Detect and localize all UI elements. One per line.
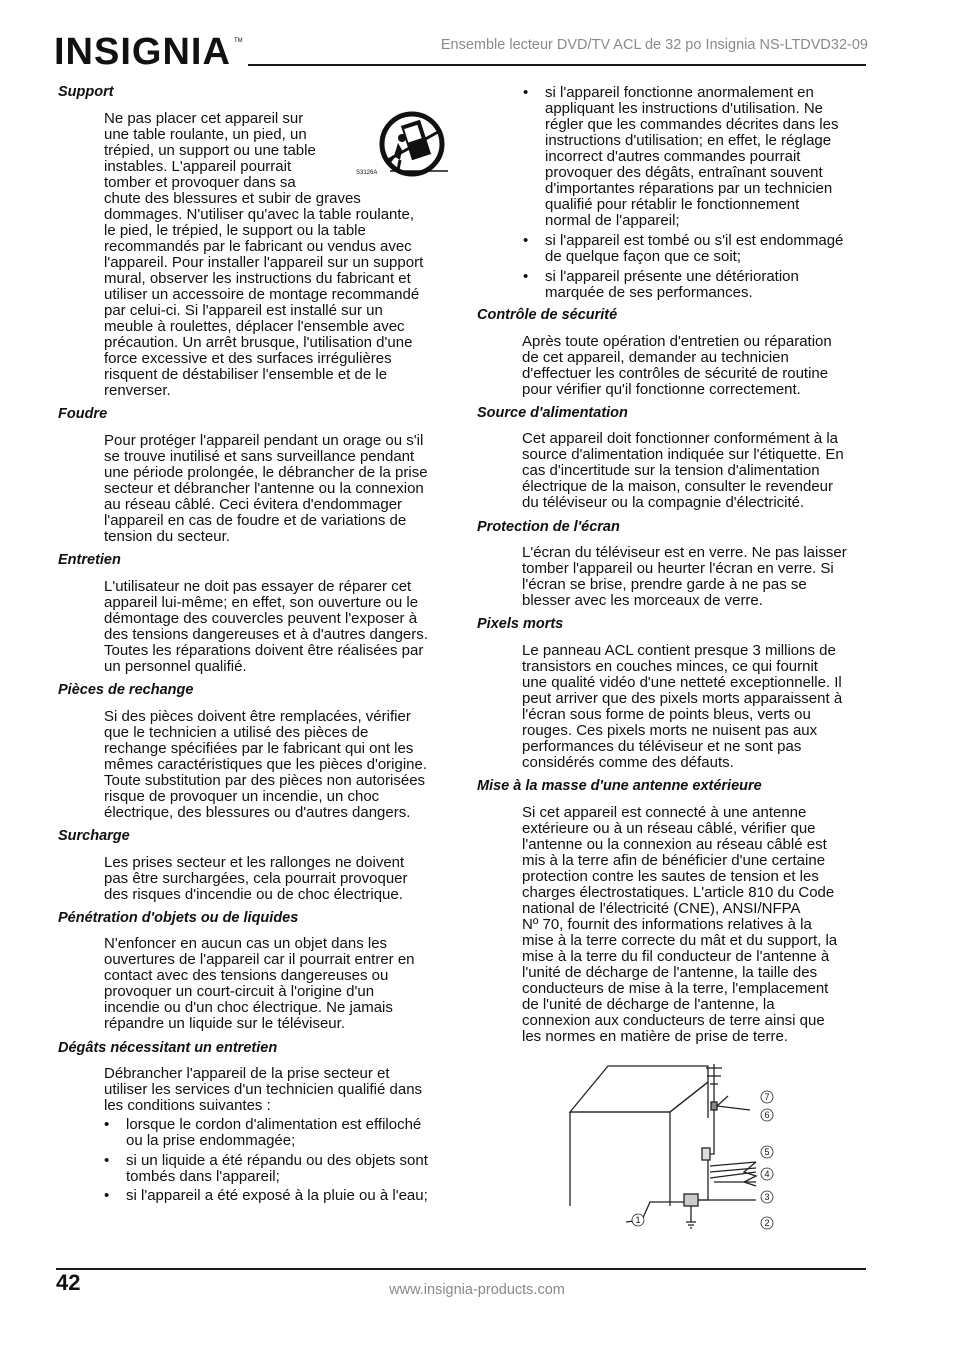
foudre-text-line: au réseau câblé. Ceci évitera d'endommager (104, 496, 403, 513)
masse-text-line: Nº 70, fournit des informations relatives à la (522, 916, 812, 933)
entretien-text-line: démontage des couvercles peuvent l'exposer à (104, 610, 418, 627)
pixels-text-line: considérés comme des défauts. (522, 754, 734, 771)
masse-text-line: l'unité de décharge de l'antenne, la taille des (522, 964, 818, 981)
bullet-text-line: lorsque le cordon d'alimentation est effiloché (126, 1116, 422, 1133)
callout-4: 4 (764, 1169, 770, 1179)
foudre-text-line: tension du secteur. (104, 528, 230, 545)
degats-text-line: utiliser les services d'un technicien qualifié dans (104, 1081, 423, 1098)
surcharge-text-line: pas être surchargées, cela pourrait provoquer (104, 870, 408, 887)
brand-wordmark: INSIGNIA (54, 31, 231, 70)
masse-text-line: protection contre les sautes de tension et les (522, 868, 819, 885)
section-heading-pixels: Pixels morts (477, 616, 564, 632)
source-text-line: Cet appareil doit fonctionner conformément à la (522, 430, 839, 447)
callout-3: 3 (764, 1192, 770, 1202)
masse-text-line: l'antenne ou la connexion au réseau câblé est (522, 836, 827, 853)
support-text-line: par celui-ci. Si l'appareil est installé sur un (104, 302, 383, 319)
bullet-text-line: si l'appareil fonctionne anormalement en (545, 84, 814, 101)
bullet-text-line: normal de l'appareil; (545, 212, 680, 229)
protection-text-line: l'écran se brise, prendre garde à ne pas se (522, 576, 807, 593)
source-text-line: électrique de la maison, consulter le revendeur (522, 478, 834, 495)
bullet-text-line: instructions d'utilisation; en effet, le réglage (545, 132, 832, 149)
bullet-marker: • (104, 1152, 110, 1169)
section-heading-penetration: Pénétration d'objets ou de liquides (58, 910, 299, 926)
support-text-line: instables. L'appareil pourrait (104, 158, 292, 175)
controle-text-line: Après toute opération d'entretien ou réparation (522, 333, 832, 350)
ground-wires (626, 1118, 756, 1228)
footer-rule (56, 1268, 866, 1270)
house-drawing (570, 1066, 708, 1206)
bullet-text-line: si l'appareil a été exposé à la pluie ou à l'eau; (126, 1187, 428, 1204)
pixels-text-line: l'écran sous forme de points bleus, verts ou (522, 706, 811, 723)
page-number: 42 (56, 1270, 81, 1295)
footer-url[interactable]: www.insignia-products.com (389, 1282, 565, 1298)
pieces-text-line: Toute substitution par des pièces non autorisées (104, 772, 426, 789)
section-heading-protection: Protection de l'écran (477, 519, 620, 535)
foudre-text-line: se trouve inutilisé et sans surveillance pendant (104, 448, 415, 465)
degats-text-line: les conditions suivantes : (104, 1097, 271, 1114)
support-text-line: meuble à roulettes, déplacer l'ensemble avec (104, 318, 405, 335)
pixels-text-line: une qualité vidéo d'une netteté exceptionnelle. Il (522, 674, 842, 691)
masse-text-line: charges électrostatiques. L'article 810 du Code (522, 884, 835, 901)
bullet-text-line: provoquer des dégâts, entraînant souvent (545, 164, 823, 181)
section-heading-foudre: Foudre (58, 406, 108, 422)
figure-code: S3126A (356, 170, 378, 176)
section-heading-support: Support (58, 84, 114, 100)
surcharge-text-line: des risques d'incendie ou de choc électrique. (104, 886, 403, 903)
antenna-grounding-diagram (560, 1056, 790, 1236)
support-text-line: le pied, le trépied, le support ou la table (104, 222, 366, 239)
support-text-line: précaution. Un arrêt brusque, l'utilisation d'une (104, 334, 413, 351)
bullet-marker: • (104, 1116, 110, 1133)
brand-trademark: TM (234, 38, 243, 44)
foudre-text-line: secteur et débrancher l'antenne ou la connexion (104, 480, 424, 497)
source-text-line: source d'alimentation indiquée sur l'étiquette. En (522, 446, 844, 463)
masse-text-line: de l'unité de décharge de l'antenne, la (522, 996, 775, 1013)
bullet-text-line: ou la prise endommagée; (126, 1132, 296, 1149)
bullet-text-line: marquée de ses performances. (545, 284, 753, 301)
bullet-text-line: si l'appareil est tombé ou s'il est endommagé (545, 232, 844, 249)
protection-text-line: L'écran du téléviseur est en verre. Ne pas laisser (522, 544, 847, 561)
masse-text-line: mise à la terre du fil conducteur de l'antenne à (522, 948, 830, 965)
controle-text-line: pour vérifier qu'il fonctionne correctement. (522, 381, 801, 398)
penetration-text-line: provoquer un court-circuit à l'origine d'un (104, 983, 375, 1000)
pieces-text-line: électrique, des blessures ou d'autres dangers. (104, 804, 411, 821)
masse-text-line: connexion aux conducteurs de terre ainsi que (522, 1012, 825, 1029)
section-heading-surcharge: Surcharge (58, 828, 130, 844)
bullet-marker: • (523, 84, 529, 101)
header-rule (248, 64, 866, 66)
support-text-line: recommandés par le fabricant ou vendus avec (104, 238, 412, 255)
bullet-text-line: qualifié pour rétablir le fonctionnement (545, 196, 800, 213)
bullet-marker: • (104, 1187, 110, 1204)
section-heading-degats: Dégâts nécessitant un entretien (58, 1040, 278, 1056)
bullet-text-line: incorrect d'autres commandes pourrait (545, 148, 801, 165)
penetration-text-line: répandre un liquide sur le téléviseur. (104, 1015, 345, 1032)
pixels-text-line: rouges. Ces pixels morts ne nuisent pas aux (522, 722, 818, 739)
section-heading-controle: Contrôle de sécurité (477, 307, 618, 323)
penetration-text-line: incendie ou d'un choc électrique. Ne jamais (104, 999, 393, 1016)
bullet-text-line: d'importantes réparations par un technicien (545, 180, 833, 197)
controle-text-line: de cet appareil, demander au technicien (522, 349, 789, 366)
support-text-line: l'appareil. Pour installer l'appareil sur un support (104, 254, 424, 271)
bullet-marker: • (523, 268, 529, 285)
masse-text-line: extérieure ou à un réseau câblé, vérifier que (522, 820, 816, 837)
section-heading-entretien: Entretien (58, 552, 121, 568)
support-text-line: chute des blessures et subir de graves (104, 190, 361, 207)
bullet-text-line: si un liquide a été répandu ou des objets sont (126, 1152, 428, 1169)
support-text-line: utiliser un accessoire de montage recommandé (104, 286, 420, 303)
penetration-text-line: ouvertures de l'appareil car il pourrait entrer en (104, 951, 415, 968)
pieces-text-line: risque de provoquer un incendie, un choc (104, 788, 380, 805)
source-text-line: du téléviseur ou la compagnie d'électricité. (522, 494, 805, 511)
support-text-line: trépied, un support ou une table (104, 142, 316, 159)
masse-text-line: conducteurs de mise à la terre, l'emplacement (522, 980, 829, 997)
entretien-text-line: des tensions dangereuses et à d'autres dangers. (104, 626, 428, 643)
callout-2: 2 (764, 1218, 770, 1228)
foudre-text-line: l'appareil en cas de foudre et de variations de (104, 512, 407, 529)
pieces-text-line: Si des pièces doivent être remplacées, vérifier (104, 708, 411, 725)
pieces-text-line: que le technicien a utilisé des pièces de (104, 724, 369, 741)
brand-logo (54, 28, 244, 70)
pixels-text-line: performances du téléviseur et ne sont pas (522, 738, 802, 755)
bullet-text-line: appliquant les instructions d'utilisation. Ne (545, 100, 824, 117)
masse-text-line: national de l'électricité (CNE), ANSI/NFPA (522, 900, 801, 917)
entretien-text-line: un personnel qualifié. (104, 658, 247, 675)
support-text-line: Ne pas placer cet appareil sur (104, 110, 304, 127)
pieces-text-line: rechange spécifiées par le fabricant qui ont les (104, 740, 414, 757)
entretien-text-line: appareil lui-même; en effet, son ouverture ou le (104, 594, 419, 611)
support-text-line: tomber et provoquer dans sa (104, 174, 296, 191)
support-text-line: force excessive et des surfaces irrégulières (104, 350, 392, 367)
section-heading-pieces: Pièces de rechange (58, 682, 194, 698)
pixels-text-line: transistors en couches minces, ce qui fournit (522, 658, 818, 675)
callout-7: 7 (764, 1092, 770, 1102)
protection-text-line: tomber l'appareil ou heurter l'écran en verre. Si (522, 560, 834, 577)
penetration-text-line: contact avec des tensions dangereuses ou (104, 967, 389, 984)
antenna-mast (706, 1064, 750, 1118)
support-text-line: risquent de déstabiliser l'ensemble et de le (104, 366, 388, 383)
section-heading-masse: Mise à la masse d'une antenne extérieure (477, 778, 762, 794)
bullet-text-line: tombés dans l'appareil; (126, 1168, 280, 1185)
protection-text-line: blesser avec les morceaux de verre. (522, 592, 763, 609)
support-text-line: une table roulante, un pied, un (104, 126, 307, 143)
foudre-text-line: Pour protéger l'appareil pendant un orage ou s'il (104, 432, 424, 449)
support-text-line: renverser. (104, 382, 171, 399)
source-text-line: cas d'incertitude sur la tension d'alimentation (522, 462, 820, 479)
entretien-text-line: L'utilisateur ne doit pas essayer de réparer cet (104, 578, 412, 595)
degats-text-line: Débrancher l'appareil de la prise secteur et (104, 1065, 390, 1082)
masse-text-line: mise à la terre correcte du mât et du support, la (522, 932, 838, 949)
left-column (58, 84, 458, 1214)
support-text-line: mural, observer les instructions du fabricant et (104, 270, 411, 287)
pieces-text-line: mêmes caractéristiques que les pièces d'origine. (104, 756, 428, 773)
penetration-text-line: N'enfoncer en aucun cas un objet dans les (104, 935, 388, 952)
masse-text-line: les normes en matière de prise de terre. (522, 1028, 788, 1045)
surcharge-text-line: Les prises secteur et les rallonges ne doivent (104, 854, 405, 871)
bullet-text-line: régler que les commandes décrites dans les (545, 116, 839, 133)
callout-1: 1 (635, 1215, 641, 1225)
masse-text-line: Si cet appareil est connecté à une antenne (522, 804, 807, 821)
right-column (477, 84, 877, 1054)
pixels-text-line: Le panneau ACL contient presque 3 millions de (522, 642, 836, 659)
entretien-text-line: Toutes les réparations doivent être réalisées par (104, 642, 424, 659)
masse-text-line: mis à la terre afin de bénéficier d'une certaine (522, 852, 826, 869)
foudre-text-line: une période prolongée, le débrancher de la prise (104, 464, 428, 481)
bullet-text-line: si l'appareil présente une détérioration (545, 268, 799, 285)
callout-6: 6 (764, 1110, 770, 1120)
pixels-text-line: peut arriver que des pixels morts apparaissent à (522, 690, 843, 707)
document-title: Ensemble lecteur DVD/TV ACL de 32 po Insignia NS-LTDVD32-09 (440, 37, 868, 53)
support-text-line: dommages. N'utiliser qu'avec la table roulante, (104, 206, 415, 223)
section-heading-source: Source d'alimentation (477, 405, 628, 421)
callout-5: 5 (764, 1147, 770, 1157)
bullet-marker: • (523, 232, 529, 249)
controle-text-line: d'effectuer les contrôles de sécurité de routine (522, 365, 829, 382)
bullet-text-line: de quelque façon que ce soit; (545, 248, 741, 265)
